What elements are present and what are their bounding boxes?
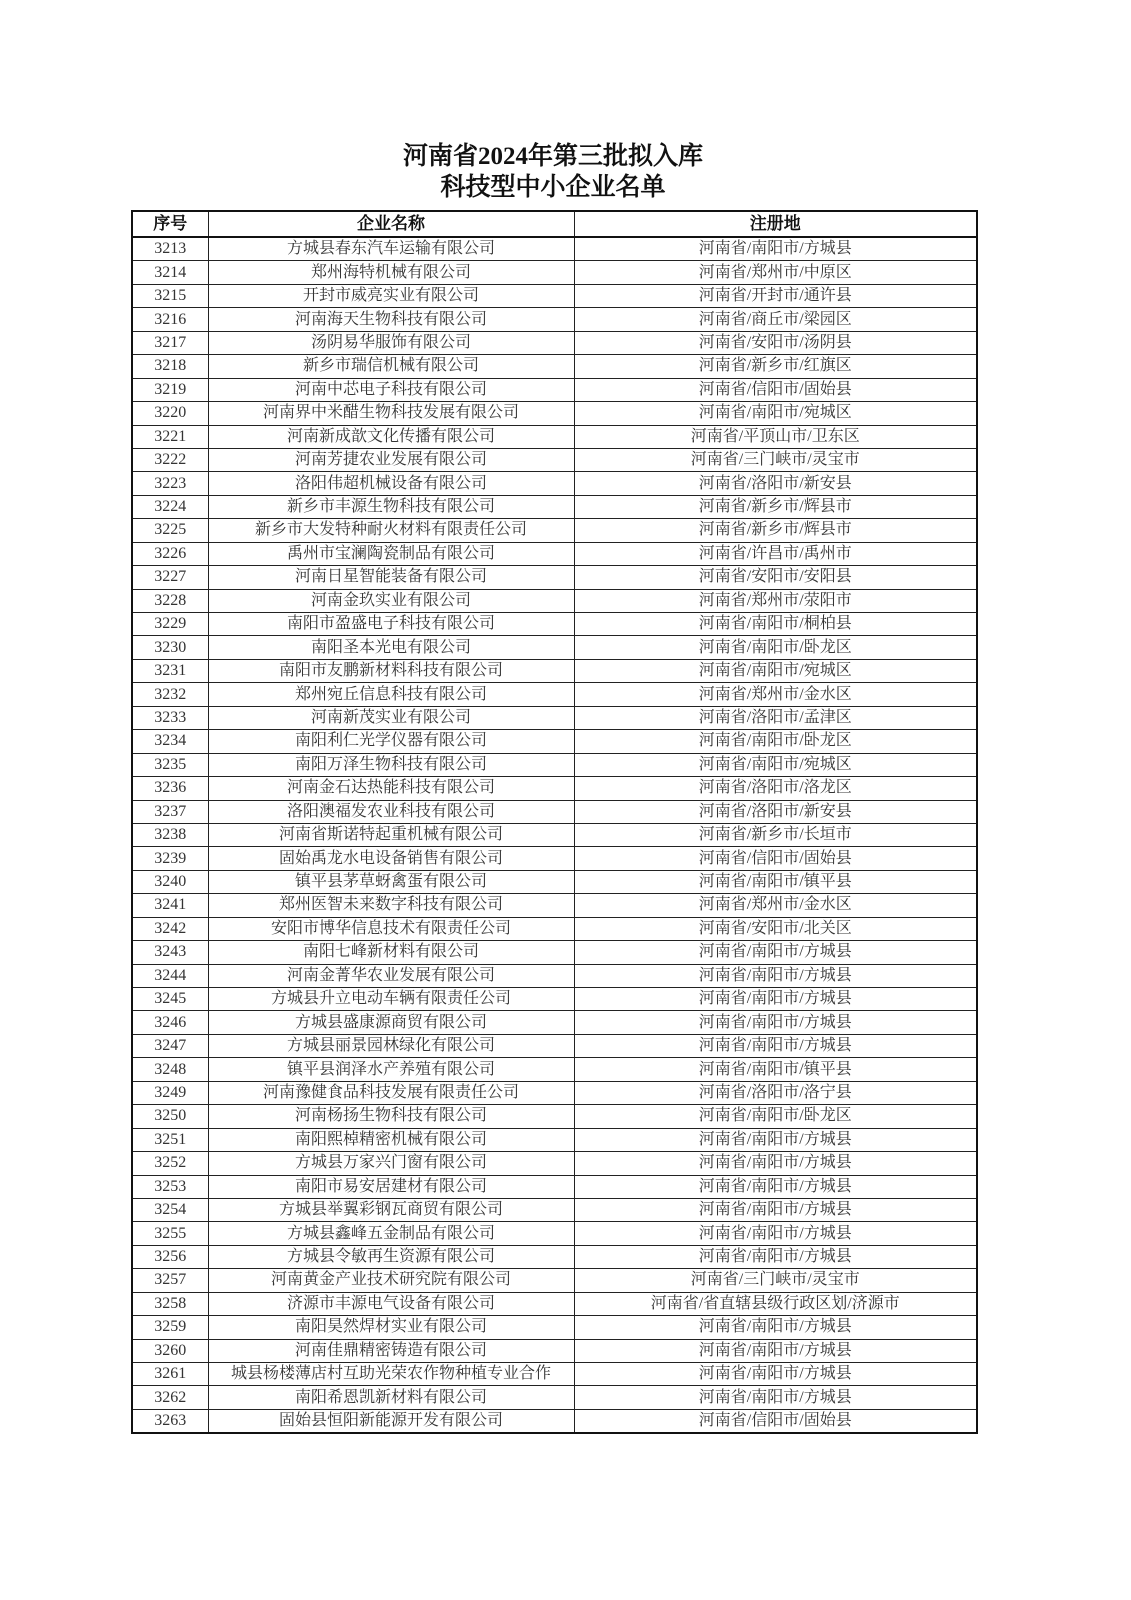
table-row xyxy=(132,1175,977,1198)
table-row xyxy=(132,1105,977,1128)
table-row xyxy=(132,1292,977,1315)
registered-location-cell: 河南省/开封市/通许县 xyxy=(574,284,977,307)
company-name-cell: 河南芳捷农业发展有限公司 xyxy=(208,448,574,471)
table-row xyxy=(132,1339,977,1362)
table-row xyxy=(132,1011,977,1034)
registered-location-cell: 河南省/新乡市/辉县市 xyxy=(574,495,977,518)
registered-location-cell: 河南省/南阳市/方城县 xyxy=(574,1128,977,1151)
registered-location-cell: 河南省/洛阳市/新安县 xyxy=(574,800,977,823)
serial-number-cell: 3214 xyxy=(132,261,208,284)
table-row xyxy=(132,730,977,753)
company-name-cell: 城县杨楼薄店村互助光荣农作物种植专业合作 xyxy=(208,1363,574,1386)
table-row xyxy=(132,1222,977,1245)
registered-location-cell: 河南省/南阳市/方城县 xyxy=(574,1245,977,1268)
table-row xyxy=(132,237,977,261)
company-name-cell: 郑州宛丘信息科技有限公司 xyxy=(208,683,574,706)
serial-number-cell: 3221 xyxy=(132,425,208,448)
registered-location-cell: 河南省/南阳市/方城县 xyxy=(574,1034,977,1057)
company-name-cell: 洛阳伟超机械设备有限公司 xyxy=(208,472,574,495)
table-row xyxy=(132,355,977,378)
table-row xyxy=(132,284,977,307)
table-row xyxy=(132,894,977,917)
serial-number-cell: 3261 xyxy=(132,1363,208,1386)
serial-number-cell: 3263 xyxy=(132,1409,208,1433)
serial-number-cell: 3241 xyxy=(132,894,208,917)
company-name-cell: 南阳市易安居建材有限公司 xyxy=(208,1175,574,1198)
table-row xyxy=(132,753,977,776)
serial-number-cell: 3224 xyxy=(132,495,208,518)
company-name-cell: 方城县万家兴门窗有限公司 xyxy=(208,1152,574,1175)
table-row xyxy=(132,1245,977,1268)
serial-number-cell: 3240 xyxy=(132,870,208,893)
header-serial-number: 序号 xyxy=(132,211,208,237)
table-row xyxy=(132,870,977,893)
company-name-cell: 南阳市盈盛电子科技有限公司 xyxy=(208,613,574,636)
registered-location-cell: 河南省/南阳市/方城县 xyxy=(574,1222,977,1245)
company-name-cell: 开封市威亮实业有限公司 xyxy=(208,284,574,307)
registered-location-cell: 河南省/南阳市/方城县 xyxy=(574,1363,977,1386)
company-name-cell: 新乡市瑞信机械有限公司 xyxy=(208,355,574,378)
company-name-cell: 郑州海特机械有限公司 xyxy=(208,261,574,284)
registered-location-cell: 河南省/三门峡市/灵宝市 xyxy=(574,448,977,471)
serial-number-cell: 3260 xyxy=(132,1339,208,1362)
registered-location-cell: 河南省/南阳市/宛城区 xyxy=(574,659,977,682)
registered-location-cell: 河南省/南阳市/方城县 xyxy=(574,1198,977,1221)
serial-number-cell: 3229 xyxy=(132,613,208,636)
table-row xyxy=(132,1058,977,1081)
registered-location-cell: 河南省/安阳市/安阳县 xyxy=(574,566,977,589)
table-row xyxy=(132,495,977,518)
registered-location-cell: 河南省/省直辖县级行政区划/济源市 xyxy=(574,1292,977,1315)
serial-number-cell: 3219 xyxy=(132,378,208,401)
company-name-cell: 南阳万泽生物科技有限公司 xyxy=(208,753,574,776)
company-name-cell: 南阳七峰新材料有限公司 xyxy=(208,941,574,964)
table-row xyxy=(132,941,977,964)
company-name-cell: 镇平县润泽水产养殖有限公司 xyxy=(208,1058,574,1081)
table-row xyxy=(132,261,977,284)
serial-number-cell: 3222 xyxy=(132,448,208,471)
serial-number-cell: 3223 xyxy=(132,472,208,495)
serial-number-cell: 3225 xyxy=(132,519,208,542)
registered-location-cell: 河南省/南阳市/方城县 xyxy=(574,1175,977,1198)
registered-location-cell: 河南省/信阳市/固始县 xyxy=(574,1409,977,1433)
company-name-cell: 方城县举翼彩钢瓦商贸有限公司 xyxy=(208,1198,574,1221)
serial-number-cell: 3217 xyxy=(132,331,208,354)
registered-location-cell: 河南省/许昌市/禹州市 xyxy=(574,542,977,565)
registered-location-cell: 河南省/南阳市/方城县 xyxy=(574,941,977,964)
table-row xyxy=(132,1316,977,1339)
company-name-cell: 郑州医智未来数字科技有限公司 xyxy=(208,894,574,917)
registered-location-cell: 河南省/安阳市/北关区 xyxy=(574,917,977,940)
registered-location-cell: 河南省/信阳市/固始县 xyxy=(574,847,977,870)
company-name-cell: 方城县令敏再生资源有限公司 xyxy=(208,1245,574,1268)
table-row xyxy=(132,800,977,823)
registered-location-cell: 河南省/南阳市/方城县 xyxy=(574,1011,977,1034)
company-name-cell: 洛阳澳福发农业科技有限公司 xyxy=(208,800,574,823)
company-name-cell: 禹州市宝澜陶瓷制品有限公司 xyxy=(208,542,574,565)
registered-location-cell: 河南省/商丘市/梁园区 xyxy=(574,308,977,331)
table-row xyxy=(132,613,977,636)
serial-number-cell: 3213 xyxy=(132,237,208,261)
serial-number-cell: 3252 xyxy=(132,1152,208,1175)
table-row xyxy=(132,519,977,542)
document-title-line1: 河南省2024年第三批拟入库 xyxy=(402,143,703,170)
registered-location-cell: 河南省/南阳市/宛城区 xyxy=(574,402,977,425)
registered-location-cell: 河南省/南阳市/镇平县 xyxy=(574,1058,977,1081)
table-row xyxy=(132,823,977,846)
table-row xyxy=(132,1386,977,1409)
serial-number-cell: 3232 xyxy=(132,683,208,706)
table-row xyxy=(132,706,977,729)
company-name-cell: 河南杨扬生物科技有限公司 xyxy=(208,1105,574,1128)
serial-number-cell: 3251 xyxy=(132,1128,208,1151)
company-name-cell: 河南新茂实业有限公司 xyxy=(208,706,574,729)
serial-number-cell: 3220 xyxy=(132,402,208,425)
registered-location-cell: 河南省/洛阳市/孟津区 xyxy=(574,706,977,729)
table-row xyxy=(132,331,977,354)
table-row xyxy=(132,917,977,940)
registered-location-cell: 河南省/南阳市/桐柏县 xyxy=(574,613,977,636)
table-row xyxy=(132,659,977,682)
registered-location-cell: 河南省/三门峡市/灵宝市 xyxy=(574,1269,977,1292)
registered-location-cell: 河南省/南阳市/方城县 xyxy=(574,1386,977,1409)
header-company-name: 企业名称 xyxy=(208,211,574,237)
table-row xyxy=(132,1128,977,1151)
serial-number-cell: 3234 xyxy=(132,730,208,753)
company-name-cell: 南阳圣本光电有限公司 xyxy=(208,636,574,659)
registered-location-cell: 河南省/南阳市/卧龙区 xyxy=(574,1105,977,1128)
serial-number-cell: 3239 xyxy=(132,847,208,870)
registered-location-cell: 河南省/洛阳市/新安县 xyxy=(574,472,977,495)
serial-number-cell: 3248 xyxy=(132,1058,208,1081)
company-name-cell: 河南金石达热能科技有限公司 xyxy=(208,777,574,800)
serial-number-cell: 3218 xyxy=(132,355,208,378)
serial-number-cell: 3259 xyxy=(132,1316,208,1339)
serial-number-cell: 3258 xyxy=(132,1292,208,1315)
serial-number-cell: 3242 xyxy=(132,917,208,940)
registered-location-cell: 河南省/郑州市/金水区 xyxy=(574,683,977,706)
company-name-cell: 河南界中米醋生物科技发展有限公司 xyxy=(208,402,574,425)
table-row xyxy=(132,472,977,495)
table-row xyxy=(132,1198,977,1221)
company-name-cell: 汤阴易华服饰有限公司 xyxy=(208,331,574,354)
serial-number-cell: 3246 xyxy=(132,1011,208,1034)
table-row xyxy=(132,378,977,401)
registered-location-cell: 河南省/洛阳市/洛宁县 xyxy=(574,1081,977,1104)
registered-location-cell: 河南省/郑州市/荥阳市 xyxy=(574,589,977,612)
registered-location-cell: 河南省/信阳市/固始县 xyxy=(574,378,977,401)
serial-number-cell: 3257 xyxy=(132,1269,208,1292)
serial-number-cell: 3247 xyxy=(132,1034,208,1057)
company-name-cell: 河南省斯诺特起重机械有限公司 xyxy=(208,823,574,846)
company-name-cell: 河南豫健食品科技发展有限责任公司 xyxy=(208,1081,574,1104)
table-row xyxy=(132,566,977,589)
serial-number-cell: 3254 xyxy=(132,1198,208,1221)
serial-number-cell: 3215 xyxy=(132,284,208,307)
document-title-line2: 科技型中小企业名单 xyxy=(440,174,666,201)
company-name-cell: 固始禹龙水电设备销售有限公司 xyxy=(208,847,574,870)
company-name-cell: 南阳利仁光学仪器有限公司 xyxy=(208,730,574,753)
company-name-cell: 南阳希恩凯新材料有限公司 xyxy=(208,1386,574,1409)
company-name-cell: 河南新成歆文化传播有限公司 xyxy=(208,425,574,448)
table-row xyxy=(132,988,977,1011)
registered-location-cell: 河南省/南阳市/方城县 xyxy=(574,1339,977,1362)
company-name-cell: 镇平县茅草蚜禽蛋有限公司 xyxy=(208,870,574,893)
registered-location-cell: 河南省/南阳市/宛城区 xyxy=(574,753,977,776)
registered-location-cell: 河南省/南阳市/卧龙区 xyxy=(574,636,977,659)
table-row xyxy=(132,683,977,706)
company-name-cell: 南阳昊然焊材实业有限公司 xyxy=(208,1316,574,1339)
registered-location-cell: 河南省/南阳市/方城县 xyxy=(574,1152,977,1175)
company-name-cell: 南阳市友鹏新材料科技有限公司 xyxy=(208,659,574,682)
company-name-cell: 河南金玖实业有限公司 xyxy=(208,589,574,612)
serial-number-cell: 3249 xyxy=(132,1081,208,1104)
company-name-cell: 河南海天生物科技有限公司 xyxy=(208,308,574,331)
company-name-cell: 固始县恒阳新能源开发有限公司 xyxy=(208,1409,574,1433)
company-name-cell: 方城县春东汽车运输有限公司 xyxy=(208,237,574,261)
serial-number-cell: 3233 xyxy=(132,706,208,729)
table-row xyxy=(132,589,977,612)
registered-location-cell: 河南省/郑州市/金水区 xyxy=(574,894,977,917)
table-row xyxy=(132,542,977,565)
company-name-cell: 河南金菁华农业发展有限公司 xyxy=(208,964,574,987)
company-name-cell: 方城县鑫峰五金制品有限公司 xyxy=(208,1222,574,1245)
serial-number-cell: 3237 xyxy=(132,800,208,823)
company-name-cell: 济源市丰源电气设备有限公司 xyxy=(208,1292,574,1315)
table-row xyxy=(132,636,977,659)
registered-location-cell: 河南省/新乡市/长垣市 xyxy=(574,823,977,846)
serial-number-cell: 3255 xyxy=(132,1222,208,1245)
company-name-cell: 安阳市博华信息技术有限责任公司 xyxy=(208,917,574,940)
serial-number-cell: 3227 xyxy=(132,566,208,589)
table-row xyxy=(132,847,977,870)
serial-number-cell: 3235 xyxy=(132,753,208,776)
company-name-cell: 方城县盛康源商贸有限公司 xyxy=(208,1011,574,1034)
table-row xyxy=(132,1081,977,1104)
table-row xyxy=(132,425,977,448)
header-registered-location: 注册地 xyxy=(574,211,977,237)
registered-location-cell: 河南省/南阳市/镇平县 xyxy=(574,870,977,893)
serial-number-cell: 3231 xyxy=(132,659,208,682)
registered-location-cell: 河南省/南阳市/方城县 xyxy=(574,1316,977,1339)
serial-number-cell: 3236 xyxy=(132,777,208,800)
registered-location-cell: 河南省/南阳市/方城县 xyxy=(574,237,977,261)
registered-location-cell: 河南省/南阳市/方城县 xyxy=(574,964,977,987)
serial-number-cell: 3216 xyxy=(132,308,208,331)
company-name-cell: 河南黄金产业技术研究院有限公司 xyxy=(208,1269,574,1292)
registered-location-cell: 河南省/安阳市/汤阴县 xyxy=(574,331,977,354)
serial-number-cell: 3244 xyxy=(132,964,208,987)
table-row xyxy=(132,777,977,800)
serial-number-cell: 3238 xyxy=(132,823,208,846)
company-name-cell: 南阳熙棹精密机械有限公司 xyxy=(208,1128,574,1151)
table-header-row xyxy=(132,211,977,237)
table-row xyxy=(132,448,977,471)
enterprise-list-table xyxy=(131,210,978,1434)
table-row xyxy=(132,964,977,987)
serial-number-cell: 3256 xyxy=(132,1245,208,1268)
table-row xyxy=(132,1152,977,1175)
serial-number-cell: 3228 xyxy=(132,589,208,612)
serial-number-cell: 3226 xyxy=(132,542,208,565)
registered-location-cell: 河南省/南阳市/方城县 xyxy=(574,988,977,1011)
serial-number-cell: 3262 xyxy=(132,1386,208,1409)
table-row xyxy=(132,1269,977,1292)
registered-location-cell: 河南省/南阳市/卧龙区 xyxy=(574,730,977,753)
table-row xyxy=(132,308,977,331)
table-row xyxy=(132,1363,977,1386)
company-name-cell: 新乡市大发特种耐火材料有限责任公司 xyxy=(208,519,574,542)
company-name-cell: 河南中芯电子科技有限公司 xyxy=(208,378,574,401)
serial-number-cell: 3230 xyxy=(132,636,208,659)
company-name-cell: 方城县升立电动车辆有限责任公司 xyxy=(208,988,574,1011)
serial-number-cell: 3253 xyxy=(132,1175,208,1198)
table-row xyxy=(132,402,977,425)
registered-location-cell: 河南省/洛阳市/洛龙区 xyxy=(574,777,977,800)
serial-number-cell: 3245 xyxy=(132,988,208,1011)
registered-location-cell: 河南省/平顶山市/卫东区 xyxy=(574,425,977,448)
serial-number-cell: 3243 xyxy=(132,941,208,964)
registered-location-cell: 河南省/新乡市/红旗区 xyxy=(574,355,977,378)
registered-location-cell: 河南省/郑州市/中原区 xyxy=(574,261,977,284)
table-row xyxy=(132,1409,977,1433)
company-name-cell: 方城县丽景园林绿化有限公司 xyxy=(208,1034,574,1057)
company-name-cell: 河南佳鼎精密铸造有限公司 xyxy=(208,1339,574,1362)
registered-location-cell: 河南省/新乡市/辉县市 xyxy=(574,519,977,542)
table-row xyxy=(132,1034,977,1057)
company-name-cell: 河南日星智能装备有限公司 xyxy=(208,566,574,589)
serial-number-cell: 3250 xyxy=(132,1105,208,1128)
company-name-cell: 新乡市丰源生物科技有限公司 xyxy=(208,495,574,518)
